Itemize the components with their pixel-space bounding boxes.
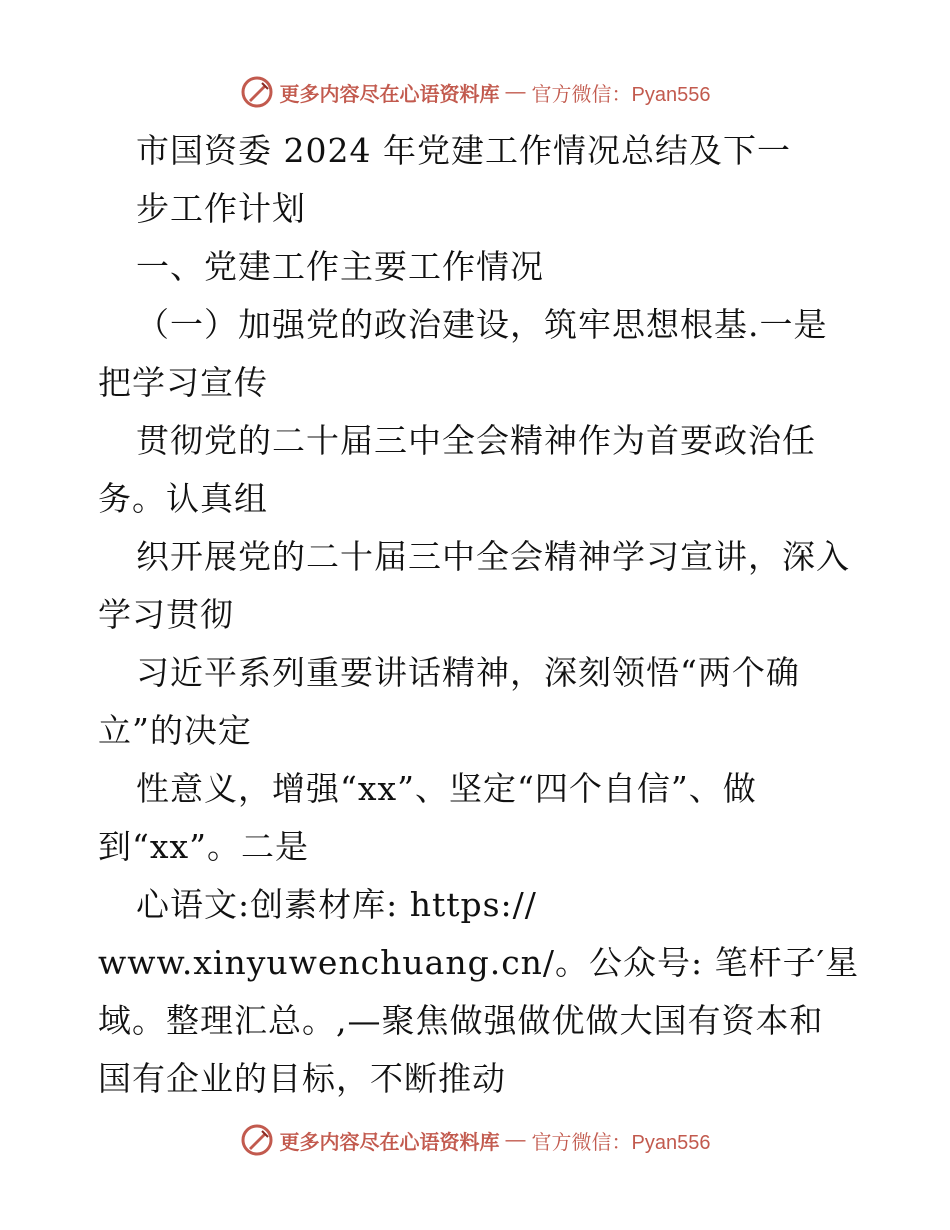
watermark-text: 更多内容尽在心语资料库 [279, 81, 500, 106]
doc-title-line-2: 步工作计划 [136, 189, 306, 228]
paragraph-line: 心语文:创素材库: https:// [136, 885, 537, 924]
paragraph-line: 学习贯彻 [98, 595, 234, 634]
doc-title-line-1: 市国资委 2024 年党建工作情况总结及下一 [136, 131, 791, 170]
watermark-dash: — [505, 1128, 526, 1151]
paragraph-line: 务。认真组 [98, 479, 268, 518]
paragraph-line: 织开展党的二十届三中全会精神学习宣讲，深入 [136, 537, 850, 576]
feather-pen-circle-icon [240, 75, 274, 109]
paragraph-line: 性意义，增强“xx”、坚定“四个自信”、做 [136, 769, 757, 808]
paragraph-line: 立”的决定 [98, 711, 252, 750]
paragraph-line: 域。整理汇总。,—聚焦做强做优做大国有资本和 [98, 1001, 824, 1040]
section-heading: 一、党建工作主要工作情况 [136, 247, 544, 286]
watermark-banner-top [0, 72, 950, 112]
paragraph-line: 国有企业的目标，不断推动 [98, 1059, 506, 1098]
watermark-suffix: 官方微信：Pyan556 [531, 83, 711, 106]
paragraph-line: 贯彻党的二十届三中全会精神作为首要政治任 [136, 421, 816, 460]
paragraph-line: 把学习宣传 [98, 363, 268, 402]
paragraph-line: （一）加强党的政治建设，筑牢思想根基.一是 [136, 305, 828, 344]
watermark-dash: — [505, 80, 526, 103]
watermark-suffix: 官方微信：Pyan556 [531, 1131, 711, 1154]
feather-pen-circle-icon [240, 1123, 274, 1157]
paragraph-line: 到“xx”。二是 [98, 827, 309, 866]
paragraph-line: 习近平系列重要讲话精神，深刻领悟“两个确 [136, 653, 800, 692]
paragraph-line: www.xinyuwenchuang.cn/。公众号: 笔杆子′星 [98, 943, 860, 982]
document-body [98, 122, 858, 1108]
watermark-text: 更多内容尽在心语资料库 [279, 1129, 500, 1154]
watermark-banner-bottom [0, 1120, 950, 1160]
